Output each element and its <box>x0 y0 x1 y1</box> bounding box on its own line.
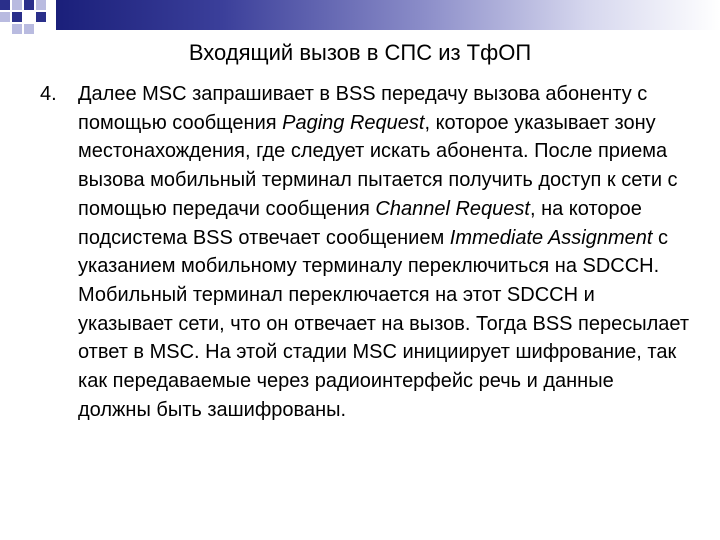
paragraph-text: , которое указывает зону местонахождения, где следует искать абонента. После приема вызова мобильный терминал пытается получить доступ к сети с помощью передачи сообщения <box>78 111 678 220</box>
item-number: 4. <box>40 83 57 105</box>
decorative-checker-pattern <box>0 0 56 42</box>
checker-square <box>36 12 46 22</box>
paragraph-text: , на которое подсистема BSS отвечает сообщением <box>78 197 642 249</box>
checker-square <box>12 12 22 22</box>
checker-square <box>12 24 22 34</box>
checker-square <box>24 24 34 34</box>
list-item <box>40 80 690 424</box>
paragraph-text: Далее MSC запрашивает в BSS передачу вызова абоненту с помощью сообщения <box>78 83 648 134</box>
checker-square <box>0 12 10 22</box>
header-gradient-bar <box>56 0 720 30</box>
paragraph-text: с указанием мобильному терминалу переключиться на SDCCH. Мобильный терминал переключается на этот SDCCH и указывает сети, что он отвечает на вызов. Тогда BSS пересылает ответ в MSC. На этой стадии MSC инициирует шифрование, так как передаваемые через радиоинтерфейс речь и данные должны быть зашифрованы. <box>78 226 690 421</box>
checker-square <box>36 0 46 10</box>
checker-square <box>0 0 10 10</box>
checker-square <box>12 0 22 10</box>
item-paragraph <box>78 80 690 424</box>
checker-square <box>24 0 34 10</box>
term-paging-request: Paging Request <box>282 111 425 134</box>
term-channel-request: Channel Request <box>375 197 530 220</box>
slide-content <box>40 80 690 424</box>
term-immediate-assignment: Immediate Assignment <box>449 226 653 249</box>
slide-title: Входящий вызов в СПС из ТфОП <box>188 40 532 65</box>
